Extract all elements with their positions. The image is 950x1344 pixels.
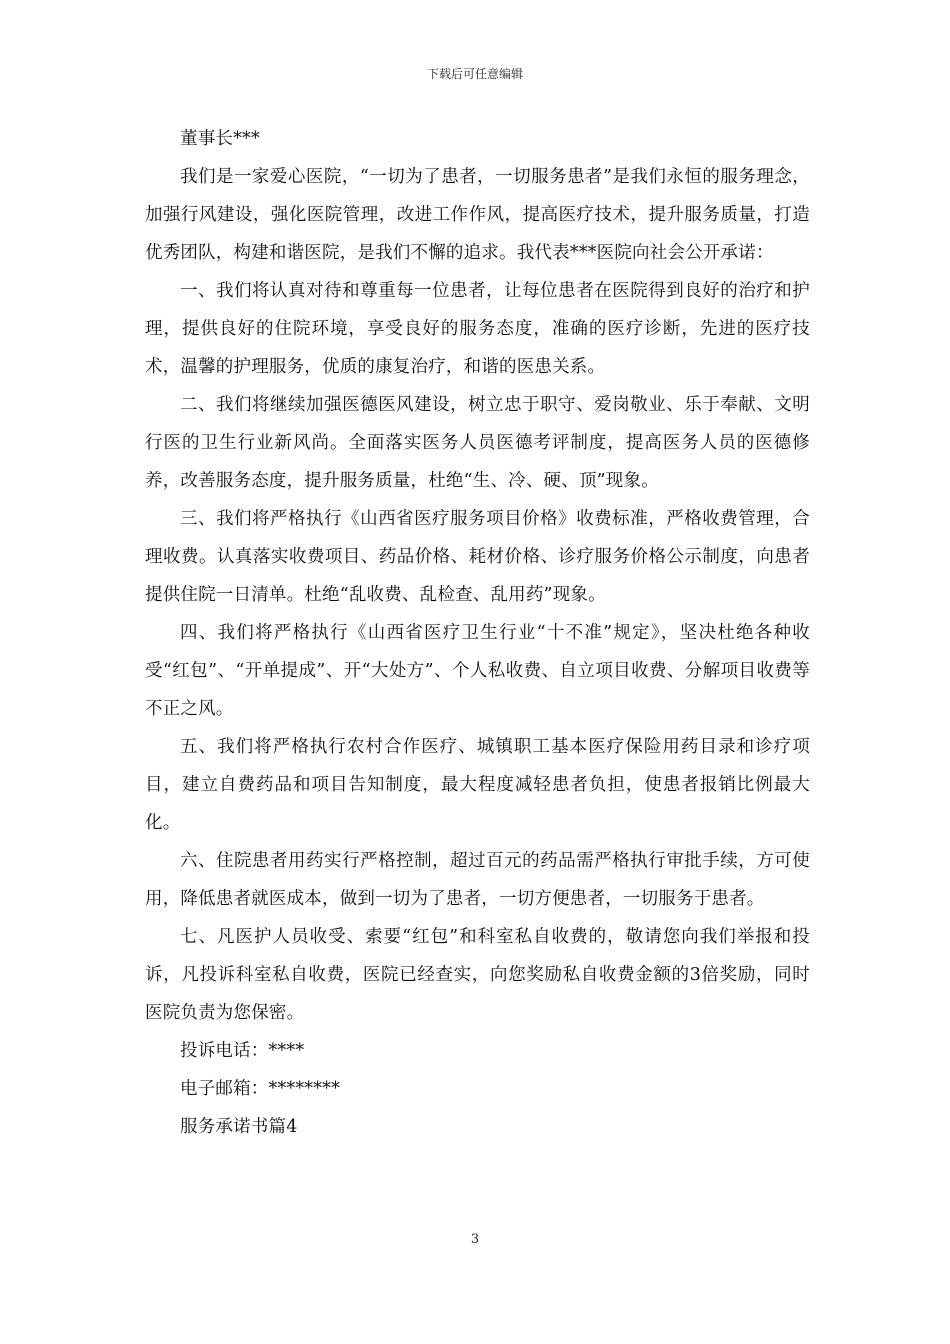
commitment-item-1: 一、我们将认真对待和尊重每一位患者，让每位患者在医院得到良好的治疗和护理，提供良好的住院环境，享受良好的服务态度，准确的医疗诊断，先进的医疗技术，温馨的护理服务，优质的康复治疗，和谐的医患关系。 bbox=[145, 281, 810, 377]
commitment-item-4: 四、我们将严格执行《山西省医疗卫生行业“十不准”规定》，坚决杜绝各种收受“红包”、“开单提成”、开“大处方”、个人私收费、自立项目收费、分解项目收费等不正之风。 bbox=[145, 623, 810, 719]
header-note: 下载后可任意编辑 bbox=[426, 67, 523, 81]
email-line: 电子邮箱：******** bbox=[180, 1079, 341, 1099]
commitment-item-7: 七、凡医护人员收受、索要“红包”和科室私自收费的，敬请您向我们举报和投诉，凡投诉科室私自收费，医院已经查实，向您奖励私自收费金额的3倍奖励，同时医院负责为您保密。 bbox=[145, 927, 810, 1023]
document-body bbox=[145, 120, 810, 1146]
page-number: 3 bbox=[470, 1232, 480, 1247]
commitment-item-2: 二、我们将继续加强医德医风建设，树立忠于职守、爱岗敬业、乐于奉献、文明行医的卫生行业新风尚。全面落实医务人员医德考评制度，提高医务人员的医德修养，改善服务态度，提升服务质量，杜绝“生、冷、硬、顶”现象。 bbox=[145, 395, 810, 491]
commitment-item-3: 三、我们将严格执行《山西省医疗服务项目价格》收费标准，严格收费管理，合理收费。认真落实收费项目、药品价格、耗材价格、诊疗服务价格公示制度，向患者提供住院一日清单。杜绝“乱收费、乱检查、乱用药”现象。 bbox=[145, 509, 810, 605]
complaint-phone: 投诉电话：**** bbox=[180, 1041, 305, 1061]
next-section-title: 服务承诺书篇4 bbox=[180, 1117, 298, 1137]
commitment-item-6: 六、住院患者用药实行严格控制，超过百元的药品需严格执行审批手续，方可使用，降低患者就医成本，做到一切为了患者，一切方便患者，一切服务于患者。 bbox=[145, 851, 810, 909]
commitment-item-5: 五、我们将严格执行农村合作医疗、城镇职工基本医疗保险用药目录和诊疗项目，建立自费药品和项目告知制度，最大程度减轻患者负担，使患者报销比例最大化。 bbox=[145, 737, 810, 833]
intro-paragraph: 我们是一家爱心医院，“一切为了患者，一切服务患者”是我们永恒的服务理念，加强行风建设，强化医院管理，改进工作作风，提高医疗技术，提升服务质量，打造优秀团队，构建和谐医院，是我们不懈的追求。我代表***医院向社会公开承诺： bbox=[145, 167, 810, 263]
greeting: 董事长*** bbox=[180, 129, 260, 149]
